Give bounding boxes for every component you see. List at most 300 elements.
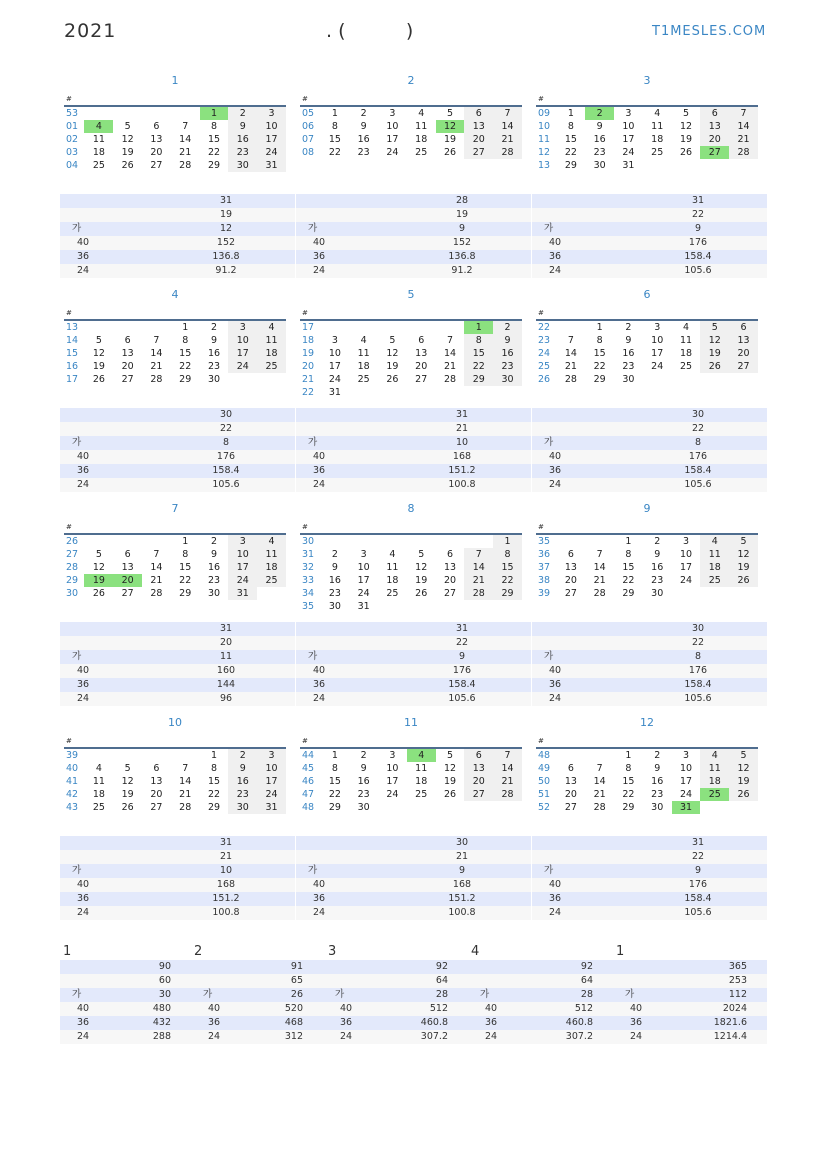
day-cell[interactable]: 19 (729, 775, 758, 788)
day-cell[interactable]: 10 (386, 121, 399, 132)
day-cell[interactable]: 6 (153, 121, 160, 132)
day-cell[interactable]: 10 (328, 348, 341, 359)
day-cell[interactable]: 13 (729, 334, 758, 347)
holiday-day[interactable]: 25 (700, 788, 729, 801)
day-cell[interactable]: 19 (443, 776, 457, 787)
day-cell[interactable]: 16 (357, 776, 370, 787)
day-cell[interactable]: 12 (92, 562, 105, 573)
day-cell[interactable]: 20 (564, 575, 577, 586)
day-cell[interactable]: 13 (464, 762, 493, 775)
day-cell[interactable]: 26 (700, 360, 729, 373)
day-cell[interactable]: 16 (328, 575, 341, 586)
day-cell[interactable]: 20 (121, 361, 134, 372)
day-cell[interactable]: 19 (121, 147, 134, 158)
day-cell[interactable]: 5 (389, 335, 396, 346)
day-cell[interactable]: 11 (700, 548, 729, 561)
day-cell[interactable]: 10 (679, 763, 693, 774)
day-cell[interactable]: 29 (622, 802, 635, 813)
day-cell[interactable]: 16 (651, 776, 664, 787)
day-cell[interactable]: 24 (679, 789, 693, 800)
day-cell[interactable]: 7 (729, 107, 758, 120)
day-cell[interactable]: 4 (418, 108, 425, 119)
day-cell[interactable]: 14 (150, 562, 163, 573)
day-cell[interactable]: 12 (92, 348, 105, 359)
day-cell[interactable]: 24 (386, 147, 399, 158)
day-cell[interactable]: 10 (228, 548, 257, 561)
day-cell[interactable]: 18 (386, 575, 399, 586)
day-cell[interactable]: 27 (121, 374, 134, 385)
day-cell[interactable]: 18 (679, 348, 693, 359)
day-cell[interactable]: 9 (210, 335, 218, 346)
day-cell[interactable]: 24 (228, 360, 257, 373)
holiday-day[interactable]: 19 (84, 574, 113, 587)
day-cell[interactable]: 13 (464, 120, 493, 133)
day-cell[interactable]: 4 (700, 535, 729, 548)
day-cell[interactable]: 22 (328, 147, 341, 158)
day-cell[interactable]: 17 (622, 134, 635, 145)
holiday-day[interactable]: 1 (464, 321, 493, 334)
day-cell[interactable]: 30 (207, 588, 221, 599)
day-cell[interactable]: 14 (179, 776, 192, 787)
day-cell[interactable]: 18 (651, 134, 664, 145)
day-cell[interactable]: 25 (415, 789, 428, 800)
day-cell[interactable]: 15 (207, 776, 221, 787)
site-logo[interactable]: T1MESLES.COM (652, 24, 767, 39)
day-cell[interactable]: 24 (357, 588, 370, 599)
day-cell[interactable]: 15 (179, 562, 192, 573)
day-cell[interactable]: 23 (357, 147, 370, 158)
day-cell[interactable]: 23 (651, 789, 664, 800)
day-cell[interactable]: 23 (357, 789, 370, 800)
day-cell[interactable]: 8 (567, 121, 574, 132)
day-cell[interactable]: 11 (357, 348, 370, 359)
day-cell[interactable]: 24 (386, 789, 399, 800)
day-cell[interactable]: 23 (207, 361, 221, 372)
day-cell[interactable]: 6 (418, 335, 425, 346)
day-cell[interactable]: 16 (651, 562, 664, 573)
day-cell[interactable]: 10 (386, 763, 399, 774)
day-cell[interactable]: 13 (121, 348, 134, 359)
day-cell[interactable]: 17 (357, 575, 370, 586)
day-cell[interactable]: 11 (700, 762, 729, 775)
day-cell[interactable]: 27 (564, 802, 577, 813)
day-cell[interactable]: 12 (386, 348, 399, 359)
day-cell[interactable]: 27 (464, 146, 493, 159)
day-cell[interactable]: 20 (464, 775, 493, 788)
day-cell[interactable]: 26 (679, 147, 693, 158)
day-cell[interactable]: 25 (386, 588, 399, 599)
day-cell[interactable]: 13 (150, 776, 163, 787)
day-cell[interactable]: 3 (389, 750, 396, 761)
day-cell[interactable]: 19 (121, 789, 134, 800)
day-cell[interactable]: 12 (121, 134, 134, 145)
day-cell[interactable]: 11 (92, 776, 105, 787)
day-cell[interactable]: 28 (150, 588, 163, 599)
day-cell[interactable]: 19 (729, 561, 758, 574)
day-cell[interactable]: 14 (593, 776, 606, 787)
day-cell[interactable]: 26 (443, 147, 457, 158)
day-cell[interactable]: 2 (210, 536, 218, 547)
day-cell[interactable]: 21 (593, 575, 606, 586)
day-cell[interactable]: 2 (360, 750, 367, 761)
day-cell[interactable]: 29 (207, 160, 221, 171)
day-cell[interactable]: 22 (622, 575, 635, 586)
day-cell[interactable]: 14 (564, 348, 577, 359)
day-cell[interactable]: 17 (679, 776, 693, 787)
day-cell[interactable]: 14 (493, 762, 522, 775)
day-cell[interactable]: 26 (729, 788, 758, 801)
day-cell[interactable]: 18 (700, 775, 729, 788)
day-cell[interactable]: 1 (567, 108, 574, 119)
day-cell[interactable]: 4 (95, 763, 102, 774)
day-cell[interactable]: 7 (153, 335, 160, 346)
day-cell[interactable]: 28 (493, 788, 522, 801)
day-cell[interactable]: 25 (679, 361, 693, 372)
day-cell[interactable]: 29 (493, 587, 522, 600)
day-cell[interactable]: 29 (179, 374, 192, 385)
day-cell[interactable]: 25 (357, 374, 370, 385)
day-cell[interactable]: 6 (464, 749, 493, 762)
day-cell[interactable]: 3 (228, 535, 257, 548)
day-cell[interactable]: 3 (389, 108, 396, 119)
day-cell[interactable]: 24 (228, 574, 257, 587)
day-cell[interactable]: 27 (464, 788, 493, 801)
day-cell[interactable]: 7 (596, 763, 603, 774)
day-cell[interactable]: 18 (415, 134, 428, 145)
day-cell[interactable]: 17 (228, 347, 257, 360)
day-cell[interactable]: 1 (493, 535, 522, 548)
day-cell[interactable]: 19 (443, 134, 457, 145)
day-cell[interactable]: 1 (625, 536, 632, 547)
day-cell[interactable]: 25 (92, 160, 105, 171)
day-cell[interactable]: 18 (257, 347, 286, 360)
day-cell[interactable]: 17 (228, 561, 257, 574)
day-cell[interactable]: 28 (464, 587, 493, 600)
day-cell[interactable]: 13 (150, 134, 163, 145)
day-cell[interactable]: 28 (150, 374, 163, 385)
day-cell[interactable]: 8 (625, 549, 632, 560)
day-cell[interactable]: 10 (228, 334, 257, 347)
day-cell[interactable]: 2 (493, 321, 522, 334)
day-cell[interactable]: 13 (564, 562, 577, 573)
day-cell[interactable]: 30 (593, 160, 606, 171)
day-cell[interactable]: 23 (228, 146, 257, 159)
day-cell[interactable]: 19 (386, 361, 399, 372)
day-cell[interactable]: 10 (651, 335, 664, 346)
day-cell[interactable]: 28 (593, 588, 606, 599)
day-cell[interactable]: 26 (92, 588, 105, 599)
day-cell[interactable]: 16 (228, 775, 257, 788)
day-cell[interactable]: 28 (179, 802, 192, 813)
day-cell[interactable]: 27 (121, 588, 134, 599)
day-cell[interactable]: 13 (700, 120, 729, 133)
day-cell[interactable]: 6 (124, 335, 131, 346)
day-cell[interactable]: 29 (564, 160, 577, 171)
day-cell[interactable]: 12 (679, 121, 693, 132)
day-cell[interactable]: 7 (493, 107, 522, 120)
day-cell[interactable]: 17 (328, 361, 341, 372)
day-cell[interactable]: 21 (179, 789, 192, 800)
day-cell[interactable]: 28 (593, 802, 606, 813)
day-cell[interactable]: 27 (150, 802, 163, 813)
day-cell[interactable]: 15 (179, 348, 192, 359)
day-cell[interactable]: 26 (92, 374, 105, 385)
day-cell[interactable]: 6 (124, 549, 131, 560)
day-cell[interactable]: 9 (360, 763, 367, 774)
day-cell[interactable]: 12 (121, 776, 134, 787)
day-cell[interactable]: 21 (464, 574, 493, 587)
day-cell[interactable]: 16 (493, 347, 522, 360)
day-cell[interactable]: 15 (593, 348, 606, 359)
day-cell[interactable]: 22 (328, 789, 341, 800)
day-cell[interactable]: 24 (679, 575, 693, 586)
day-cell[interactable]: 3 (257, 749, 286, 762)
day-cell[interactable]: 7 (567, 335, 574, 346)
day-cell[interactable]: 21 (564, 361, 577, 372)
day-cell[interactable]: 3 (360, 549, 367, 560)
day-cell[interactable]: 30 (493, 373, 522, 386)
day-cell[interactable]: 21 (493, 775, 522, 788)
day-cell[interactable]: 8 (493, 548, 522, 561)
day-cell[interactable]: 2 (331, 549, 338, 560)
day-cell[interactable]: 26 (415, 588, 428, 599)
day-cell[interactable]: 5 (124, 121, 131, 132)
day-cell[interactable]: 19 (92, 361, 105, 372)
day-cell[interactable]: 5 (95, 549, 102, 560)
day-cell[interactable]: 5 (729, 749, 758, 762)
day-cell[interactable]: 19 (700, 347, 729, 360)
day-cell[interactable]: 30 (651, 588, 664, 599)
day-cell[interactable]: 20 (415, 361, 428, 372)
day-cell[interactable]: 29 (328, 802, 341, 813)
day-cell[interactable]: 7 (464, 548, 493, 561)
day-cell[interactable]: 25 (651, 147, 664, 158)
day-cell[interactable]: 1 (596, 322, 603, 333)
day-cell[interactable]: 13 (564, 776, 577, 787)
day-cell[interactable]: 2 (228, 107, 257, 120)
day-cell[interactable]: 23 (651, 575, 664, 586)
day-cell[interactable]: 6 (153, 763, 160, 774)
day-cell[interactable]: 31 (228, 587, 257, 600)
day-cell[interactable]: 3 (331, 335, 338, 346)
day-cell[interactable]: 14 (464, 561, 493, 574)
day-cell[interactable]: 8 (210, 121, 218, 132)
day-cell[interactable]: 31 (257, 159, 286, 172)
day-cell[interactable]: 12 (729, 762, 758, 775)
day-cell[interactable]: 27 (729, 360, 758, 373)
day-cell[interactable]: 18 (700, 561, 729, 574)
day-cell[interactable]: 24 (328, 374, 341, 385)
day-cell[interactable]: 11 (92, 134, 105, 145)
day-cell[interactable]: 5 (700, 321, 729, 334)
day-cell[interactable]: 11 (257, 334, 286, 347)
day-cell[interactable]: 6 (700, 107, 729, 120)
day-cell[interactable]: 10 (679, 549, 693, 560)
day-cell[interactable]: 26 (121, 160, 134, 171)
day-cell[interactable]: 19 (415, 575, 428, 586)
day-cell[interactable]: 4 (682, 322, 690, 333)
holiday-day[interactable]: 12 (436, 120, 465, 133)
day-cell[interactable]: 28 (729, 146, 758, 159)
day-cell[interactable]: 6 (446, 549, 454, 560)
day-cell[interactable]: 7 (493, 749, 522, 762)
day-cell[interactable]: 12 (700, 334, 729, 347)
day-cell[interactable]: 13 (443, 562, 457, 573)
day-cell[interactable]: 10 (257, 120, 286, 133)
day-cell[interactable]: 9 (228, 120, 257, 133)
day-cell[interactable]: 17 (386, 776, 399, 787)
day-cell[interactable]: 30 (207, 374, 221, 385)
day-cell[interactable]: 18 (92, 789, 105, 800)
day-cell[interactable]: 25 (257, 574, 286, 587)
day-cell[interactable]: 8 (596, 335, 603, 346)
day-cell[interactable]: 30 (622, 374, 635, 385)
day-cell[interactable]: 3 (682, 750, 690, 761)
day-cell[interactable]: 8 (210, 763, 218, 774)
day-cell[interactable]: 12 (443, 763, 457, 774)
day-cell[interactable]: 11 (386, 562, 399, 573)
day-cell[interactable]: 9 (625, 335, 632, 346)
day-cell[interactable]: 15 (622, 562, 635, 573)
day-cell[interactable]: 22 (207, 147, 221, 158)
day-cell[interactable]: 25 (415, 147, 428, 158)
day-cell[interactable]: 29 (593, 374, 606, 385)
day-cell[interactable]: 3 (625, 108, 632, 119)
holiday-day[interactable]: 31 (672, 801, 701, 814)
day-cell[interactable]: 3 (257, 107, 286, 120)
day-cell[interactable]: 31 (622, 160, 635, 171)
day-cell[interactable]: 24 (257, 788, 286, 801)
day-cell[interactable]: 21 (150, 575, 163, 586)
day-cell[interactable]: 25 (92, 802, 105, 813)
day-cell[interactable]: 27 (443, 588, 457, 599)
day-cell[interactable]: 14 (593, 562, 606, 573)
day-cell[interactable]: 15 (564, 134, 577, 145)
day-cell[interactable]: 4 (700, 749, 729, 762)
day-cell[interactable]: 25 (257, 360, 286, 373)
day-cell[interactable]: 8 (625, 763, 632, 774)
day-cell[interactable]: 22 (593, 361, 606, 372)
day-cell[interactable]: 7 (182, 763, 189, 774)
day-cell[interactable]: 31 (328, 387, 341, 398)
day-cell[interactable]: 11 (415, 121, 428, 132)
day-cell[interactable]: 9 (360, 121, 367, 132)
day-cell[interactable]: 4 (257, 535, 286, 548)
day-cell[interactable]: 26 (729, 574, 758, 587)
day-cell[interactable]: 9 (654, 763, 661, 774)
day-cell[interactable]: 20 (729, 347, 758, 360)
day-cell[interactable]: 5 (95, 335, 102, 346)
day-cell[interactable]: 14 (729, 120, 758, 133)
day-cell[interactable]: 17 (651, 348, 664, 359)
day-cell[interactable]: 16 (357, 134, 370, 145)
day-cell[interactable]: 7 (446, 335, 454, 346)
day-cell[interactable]: 23 (622, 361, 635, 372)
day-cell[interactable]: 24 (651, 361, 664, 372)
day-cell[interactable]: 29 (207, 802, 221, 813)
day-cell[interactable]: 23 (228, 788, 257, 801)
day-cell[interactable]: 23 (328, 588, 341, 599)
day-cell[interactable]: 23 (493, 360, 522, 373)
day-cell[interactable]: 13 (415, 348, 428, 359)
day-cell[interactable]: 28 (493, 146, 522, 159)
day-cell[interactable]: 20 (564, 789, 577, 800)
holiday-day[interactable]: 20 (113, 574, 142, 587)
day-cell[interactable]: 11 (257, 548, 286, 561)
day-cell[interactable]: 5 (418, 549, 425, 560)
day-cell[interactable]: 10 (257, 762, 286, 775)
day-cell[interactable]: 4 (360, 335, 367, 346)
day-cell[interactable]: 9 (331, 562, 338, 573)
day-cell[interactable]: 25 (700, 574, 729, 587)
holiday-day[interactable]: 1 (200, 107, 229, 120)
holiday-day[interactable]: 2 (585, 107, 614, 120)
day-cell[interactable]: 9 (228, 762, 257, 775)
day-cell[interactable]: 20 (464, 133, 493, 146)
day-cell[interactable]: 3 (654, 322, 661, 333)
day-cell[interactable]: 9 (210, 549, 218, 560)
day-cell[interactable]: 7 (182, 121, 189, 132)
day-cell[interactable]: 15 (464, 347, 493, 360)
day-cell[interactable]: 6 (567, 549, 574, 560)
day-cell[interactable]: 5 (729, 535, 758, 548)
day-cell[interactable]: 20 (443, 575, 457, 586)
day-cell[interactable]: 20 (700, 133, 729, 146)
day-cell[interactable]: 18 (257, 561, 286, 574)
day-cell[interactable]: 24 (622, 147, 635, 158)
day-cell[interactable]: 27 (564, 588, 577, 599)
day-cell[interactable]: 1 (182, 322, 189, 333)
holiday-day[interactable]: 4 (84, 120, 113, 133)
day-cell[interactable]: 8 (464, 334, 493, 347)
day-cell[interactable]: 5 (446, 108, 454, 119)
day-cell[interactable]: 24 (257, 146, 286, 159)
day-cell[interactable]: 30 (228, 159, 257, 172)
day-cell[interactable]: 22 (564, 147, 577, 158)
day-cell[interactable]: 23 (593, 147, 606, 158)
day-cell[interactable]: 5 (446, 750, 454, 761)
day-cell[interactable]: 8 (331, 763, 338, 774)
day-cell[interactable]: 1 (182, 536, 189, 547)
day-cell[interactable]: 1 (331, 750, 338, 761)
day-cell[interactable]: 2 (210, 322, 218, 333)
day-cell[interactable]: 30 (651, 802, 664, 813)
day-cell[interactable]: 9 (654, 549, 661, 560)
day-cell[interactable]: 21 (443, 361, 457, 372)
day-cell[interactable]: 14 (179, 134, 192, 145)
day-cell[interactable]: 7 (153, 549, 160, 560)
day-cell[interactable]: 20 (150, 147, 163, 158)
day-cell[interactable]: 14 (493, 120, 522, 133)
day-cell[interactable]: 6 (729, 321, 758, 334)
day-cell[interactable]: 19 (679, 134, 693, 145)
day-cell[interactable]: 18 (92, 147, 105, 158)
day-cell[interactable]: 15 (328, 134, 341, 145)
day-cell[interactable]: 12 (415, 562, 428, 573)
day-cell[interactable]: 5 (682, 108, 690, 119)
day-cell[interactable]: 20 (150, 789, 163, 800)
day-cell[interactable]: 21 (729, 133, 758, 146)
day-cell[interactable]: 27 (150, 160, 163, 171)
day-cell[interactable]: 7 (596, 549, 603, 560)
day-cell[interactable]: 29 (464, 373, 493, 386)
day-cell[interactable]: 22 (493, 574, 522, 587)
day-cell[interactable]: 26 (121, 802, 134, 813)
day-cell[interactable]: 3 (228, 321, 257, 334)
day-cell[interactable]: 6 (567, 763, 574, 774)
day-cell[interactable]: 10 (622, 121, 635, 132)
day-cell[interactable]: 8 (182, 335, 189, 346)
